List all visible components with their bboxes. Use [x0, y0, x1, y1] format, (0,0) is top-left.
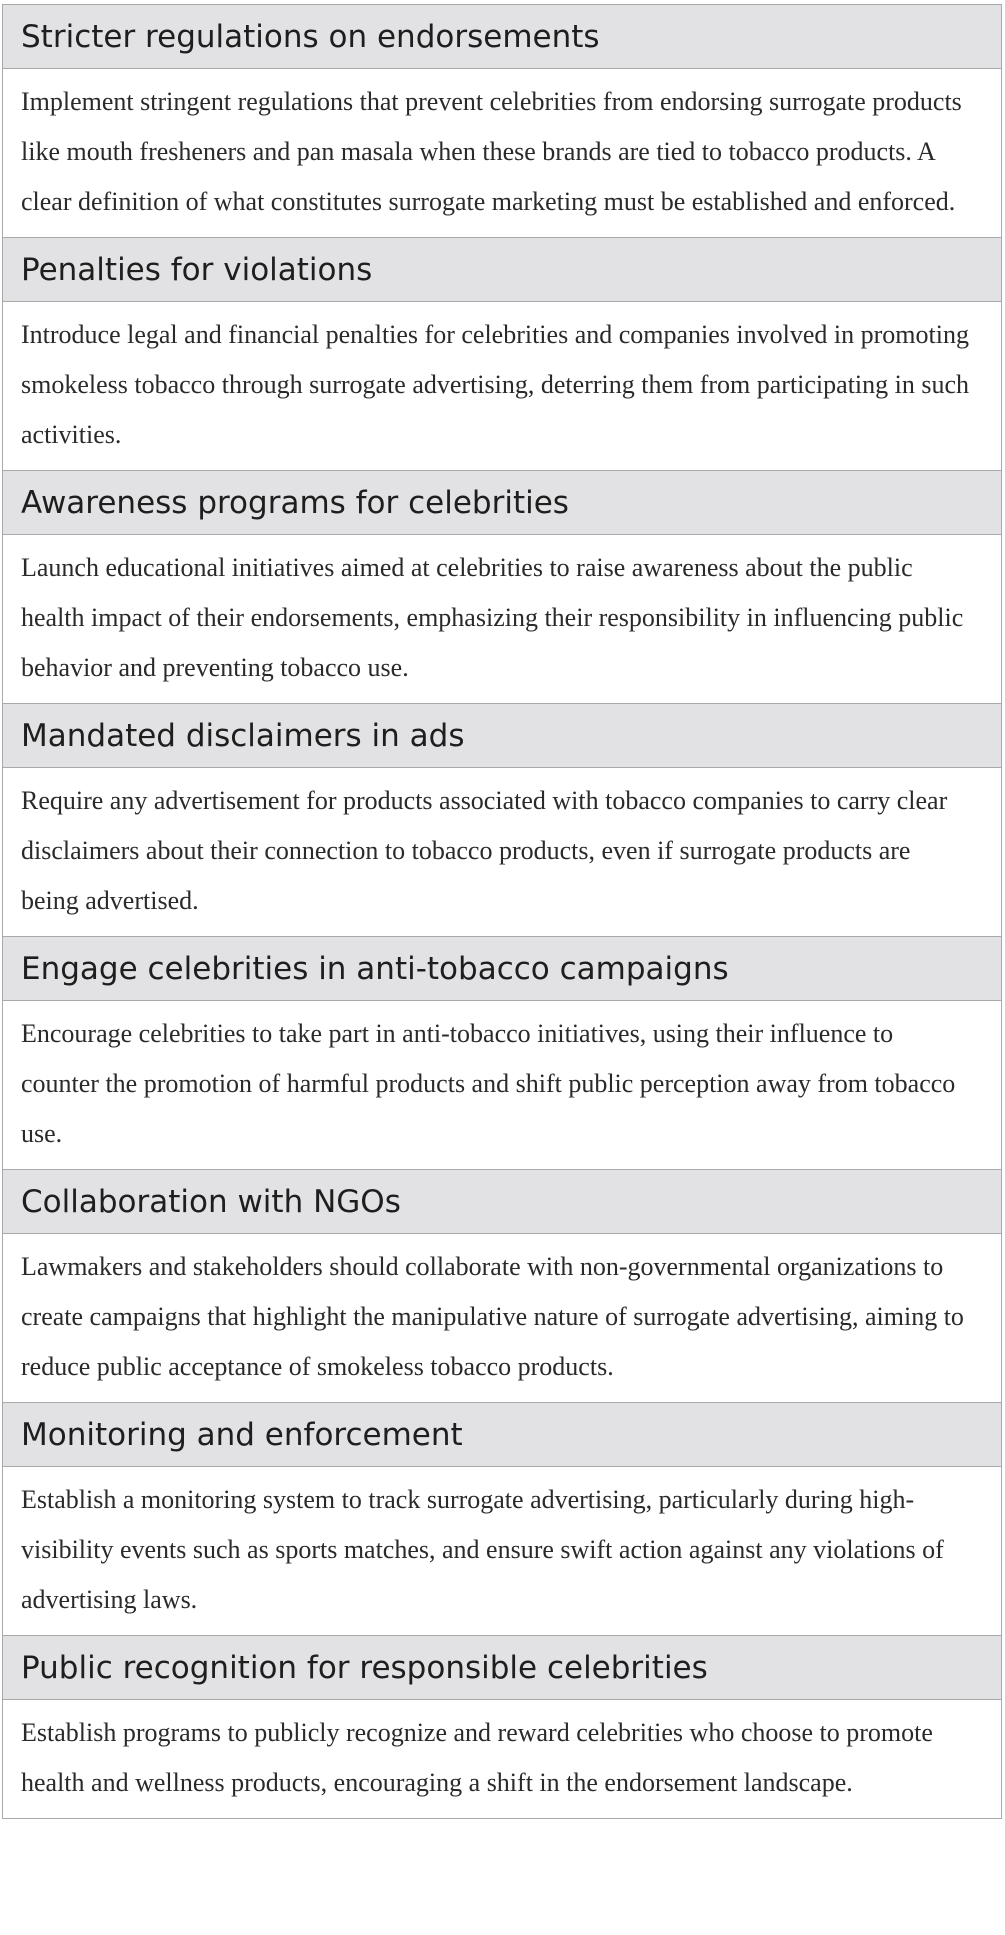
- table-row: [3, 238, 1001, 471]
- row-text: Introduce legal and financial penalties for celebrities and companies involved in promoting smokeless tobacco through surrogate advertising, deterring them from participating in such activities.: [21, 320, 970, 449]
- table-row: [3, 1636, 1001, 1819]
- table-row: [3, 1170, 1001, 1403]
- row-text: Require any advertisement for products associated with tobacco companies to carry clear disclaimers about their connection to tobacco products, even if surrogate products are being advertised.: [21, 786, 948, 915]
- row-text: Implement stringent regulations that prevent celebrities from endorsing surrogate products like mouth fresheners and pan masala when these brands are tied to tobacco products. A clear definition of what constitutes surrogate marketing must be established and enforced.: [21, 87, 962, 216]
- table-row: [3, 937, 1001, 1170]
- table-row: [3, 1403, 1001, 1636]
- row-heading: Monitoring and enforcement: [3, 1403, 1001, 1467]
- recommendations-table: [2, 4, 1002, 1819]
- row-heading: Mandated disclaimers in ads: [3, 704, 1001, 768]
- row-heading: Engage celebrities in anti-tobacco campaigns: [3, 937, 1001, 1001]
- table-row: [3, 704, 1001, 937]
- table-row: [3, 5, 1001, 238]
- row-text: Establish programs to publicly recognize and reward celebrities who choose to promote health and wellness products, encouraging a shift in the endorsement landscape.: [21, 1718, 933, 1797]
- row-heading: Public recognition for responsible celebrities: [3, 1636, 1001, 1700]
- row-text: Lawmakers and stakeholders should collaborate with non-governmental organizations to create campaigns that highlight the manipulative nature of surrogate advertising, aiming to reduce public acceptance of smokeless tobacco products.: [21, 1252, 964, 1381]
- row-heading: Penalties for violations: [3, 238, 1001, 302]
- row-text: Launch educational initiatives aimed at celebrities to raise awareness about the public health impact of their endorsements, emphasizing their responsibility in influencing public behavior and preventing tobacco use.: [21, 553, 964, 682]
- row-text: Establish a monitoring system to track surrogate advertising, particularly during high-visibility events such as sports matches, and ensure swift action against any violations of advertising laws.: [21, 1485, 944, 1614]
- table-row: [3, 471, 1001, 704]
- row-heading: Stricter regulations on endorsements: [3, 5, 1001, 69]
- row-heading: Collaboration with NGOs: [3, 1170, 1001, 1234]
- row-heading: Awareness programs for celebrities: [3, 471, 1001, 535]
- row-text: Encourage celebrities to take part in anti-tobacco initiatives, using their influence to counter the promotion of harmful products and shift public perception away from tobacco use.: [21, 1019, 956, 1148]
